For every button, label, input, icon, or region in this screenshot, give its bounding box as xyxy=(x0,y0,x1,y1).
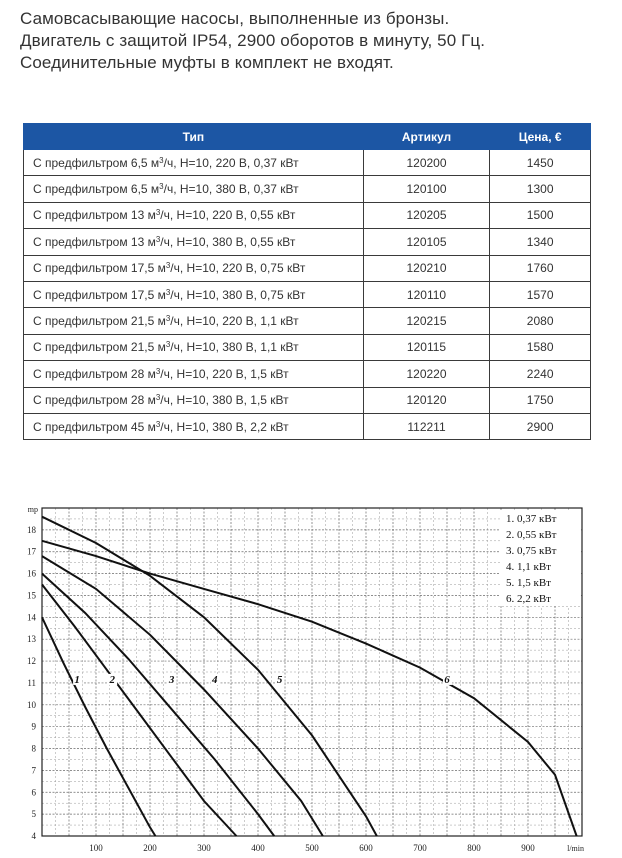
legend-item: 3. 0,75 кВт xyxy=(506,545,557,557)
x-tick-label: 100 xyxy=(89,843,103,853)
table-row xyxy=(24,202,591,228)
cell-article: 120220 xyxy=(363,361,490,387)
x-tick-label: 500 xyxy=(305,843,319,853)
unit-superscript: 3 xyxy=(155,208,161,218)
table-row xyxy=(24,387,591,413)
y-tick-label: 16 xyxy=(27,568,36,579)
y-tick-label: 5 xyxy=(31,809,36,820)
x-tick-label: 900 xyxy=(521,843,535,853)
legend-item: 5. 1,5 кВт xyxy=(506,577,551,589)
cell-type xyxy=(24,334,364,360)
cell-price: 1340 xyxy=(490,229,591,255)
unit-superscript: 3 xyxy=(159,182,164,192)
cell-type xyxy=(24,281,364,307)
table-row xyxy=(24,229,591,255)
type-text-a: С предфильтром 45 м xyxy=(33,419,156,434)
legend-item: 6. 2,2 кВт xyxy=(506,593,551,605)
type-text-b: /ч, H=10, 380 В, 0,55 кВт xyxy=(160,234,296,249)
type-text-a: С предфильтром 6,5 м xyxy=(33,182,160,197)
cell-article: 120120 xyxy=(363,387,490,413)
cell-price: 2900 xyxy=(490,413,591,439)
type-text-a: С предфильтром 13 м xyxy=(33,234,156,249)
y-tick-label: 8 xyxy=(31,743,36,754)
cell-article: 120110 xyxy=(363,281,490,307)
unit-superscript: 3 xyxy=(155,393,161,403)
type-text-a: С предфильтром 21,5 м xyxy=(33,340,166,355)
cell-article: 120100 xyxy=(363,176,490,202)
table-row xyxy=(24,334,591,360)
cell-price: 1760 xyxy=(490,255,591,281)
x-tick-label: 200 xyxy=(143,843,157,853)
curve-label-3: 3 xyxy=(168,673,175,686)
cell-type xyxy=(24,150,364,176)
table-row xyxy=(24,150,591,176)
curve-label-1: 1 xyxy=(74,673,80,686)
intro-line-2: Двигатель с защитой IP54, 2900 оборотов в минуту, 50 Гц. xyxy=(20,31,486,50)
table-row xyxy=(24,413,591,439)
legend-item: 4. 1,1 кВт xyxy=(506,561,551,573)
unit-superscript: 3 xyxy=(165,340,171,350)
cell-type xyxy=(24,255,364,281)
type-text-b: /ч, H=10, 380 В, 1,5 кВт xyxy=(160,393,289,408)
unit-superscript: 3 xyxy=(155,419,161,429)
x-axis-label: l/min xyxy=(567,844,584,853)
header-price: Цена, € xyxy=(490,124,591,150)
cell-article: 120210 xyxy=(363,255,490,281)
type-text-b: /ч, H=10, 380 В, 0,37 кВт xyxy=(163,182,299,197)
cell-price: 2240 xyxy=(490,361,591,387)
y-tick-label: 18 xyxy=(27,524,36,535)
unit-superscript: 3 xyxy=(165,314,171,324)
type-text-b: /ч, H=10, 220 В, 1,5 кВт xyxy=(160,366,289,381)
cell-article: 120205 xyxy=(363,202,490,228)
y-tick-label: 17 xyxy=(27,546,36,557)
y-tick-label: 14 xyxy=(27,612,36,623)
cell-price: 1300 xyxy=(490,176,591,202)
cell-price: 1500 xyxy=(490,202,591,228)
cell-article: 112211 xyxy=(363,413,490,439)
type-text-a: С предфильтром 28 м xyxy=(33,366,156,381)
table-row xyxy=(24,361,591,387)
cell-type xyxy=(24,413,364,439)
type-text-b: /ч, H=10, 380 В, 0,75 кВт xyxy=(170,287,306,302)
y-tick-label: 12 xyxy=(27,656,36,667)
curve-label-5: 5 xyxy=(276,673,283,686)
cell-type xyxy=(24,229,364,255)
type-text-a: С предфильтром 28 м xyxy=(33,393,156,408)
unit-superscript: 3 xyxy=(155,234,161,244)
curve-label-6: 6 xyxy=(444,673,450,686)
cell-article: 120105 xyxy=(363,229,490,255)
x-tick-label: 700 xyxy=(413,843,427,853)
y-tick-label: 15 xyxy=(27,590,36,601)
intro-line-3: Соединительные муфты в комплект не входят. xyxy=(20,53,394,72)
cell-article: 120115 xyxy=(363,334,490,360)
table-row xyxy=(24,308,591,334)
cell-price: 2080 xyxy=(490,308,591,334)
cell-type xyxy=(24,361,364,387)
header-type: Тип xyxy=(24,124,364,150)
type-text-a: С предфильтром 17,5 м xyxy=(33,287,166,302)
unit-superscript: 3 xyxy=(155,366,161,376)
x-tick-label: 800 xyxy=(467,843,481,853)
y-axis-label: mp xyxy=(27,505,38,514)
cell-article: 120215 xyxy=(363,308,490,334)
curve-label-4: 4 xyxy=(212,673,218,686)
legend-item: 1. 0,37 кВт xyxy=(506,513,557,525)
type-text-a: С предфильтром 13 м xyxy=(33,208,156,223)
type-text-b: /ч, H=10, 220 В, 0,37 кВт xyxy=(163,155,299,170)
cell-price: 1580 xyxy=(490,334,591,360)
price-table xyxy=(23,123,591,440)
intro-line-1: Самовсасывающие насосы, выполненные из бронзы. xyxy=(20,9,450,28)
y-tick-label: 13 xyxy=(27,634,36,645)
cell-type xyxy=(24,387,364,413)
cell-type xyxy=(24,308,364,334)
y-tick-label: 6 xyxy=(31,787,36,798)
curve-5 xyxy=(42,517,377,836)
type-text-b: /ч, H=10, 220 В, 0,55 кВт xyxy=(160,208,296,223)
intro-text xyxy=(20,8,485,74)
curve-label-2: 2 xyxy=(109,673,115,686)
cell-price: 1450 xyxy=(490,150,591,176)
table-header-row xyxy=(24,124,591,150)
y-tick-label: 11 xyxy=(27,677,36,688)
cell-type xyxy=(24,176,364,202)
type-text-b: /ч, H=10, 220 В, 1,1 кВт xyxy=(170,314,299,329)
y-tick-label: 9 xyxy=(31,721,36,732)
y-tick-label: 4 xyxy=(31,831,36,841)
curve-6 xyxy=(42,541,577,836)
unit-superscript: 3 xyxy=(165,261,171,271)
type-text-b: /ч, H=10, 380 В, 1,1 кВт xyxy=(170,340,299,355)
unit-superscript: 3 xyxy=(165,287,171,297)
table-row xyxy=(24,255,591,281)
x-tick-label: 400 xyxy=(251,843,265,853)
table-row xyxy=(24,281,591,307)
cell-type xyxy=(24,202,364,228)
legend-item: 2. 0,55 кВт xyxy=(506,529,557,541)
unit-superscript: 3 xyxy=(159,155,164,165)
type-text-a: С предфильтром 21,5 м xyxy=(33,314,166,329)
curve-2 xyxy=(42,585,236,837)
pump-performance-chart xyxy=(0,500,622,858)
x-tick-label: 300 xyxy=(197,843,211,853)
header-article: Артикул xyxy=(363,124,490,150)
type-text-b: /ч, H=10, 380 В, 2,2 кВт xyxy=(160,419,289,434)
type-text-a: С предфильтром 17,5 м xyxy=(33,261,166,276)
y-tick-label: 7 xyxy=(31,765,36,776)
y-tick-label: 10 xyxy=(27,699,36,710)
type-text-b: /ч, H=10, 220 В, 0,75 кВт xyxy=(170,261,306,276)
cell-article: 120200 xyxy=(363,150,490,176)
cell-price: 1750 xyxy=(490,387,591,413)
table-body xyxy=(24,150,591,440)
cell-price: 1570 xyxy=(490,281,591,307)
x-tick-label: 600 xyxy=(359,843,373,853)
type-text-a: С предфильтром 6,5 м xyxy=(33,155,160,170)
table-row xyxy=(24,176,591,202)
